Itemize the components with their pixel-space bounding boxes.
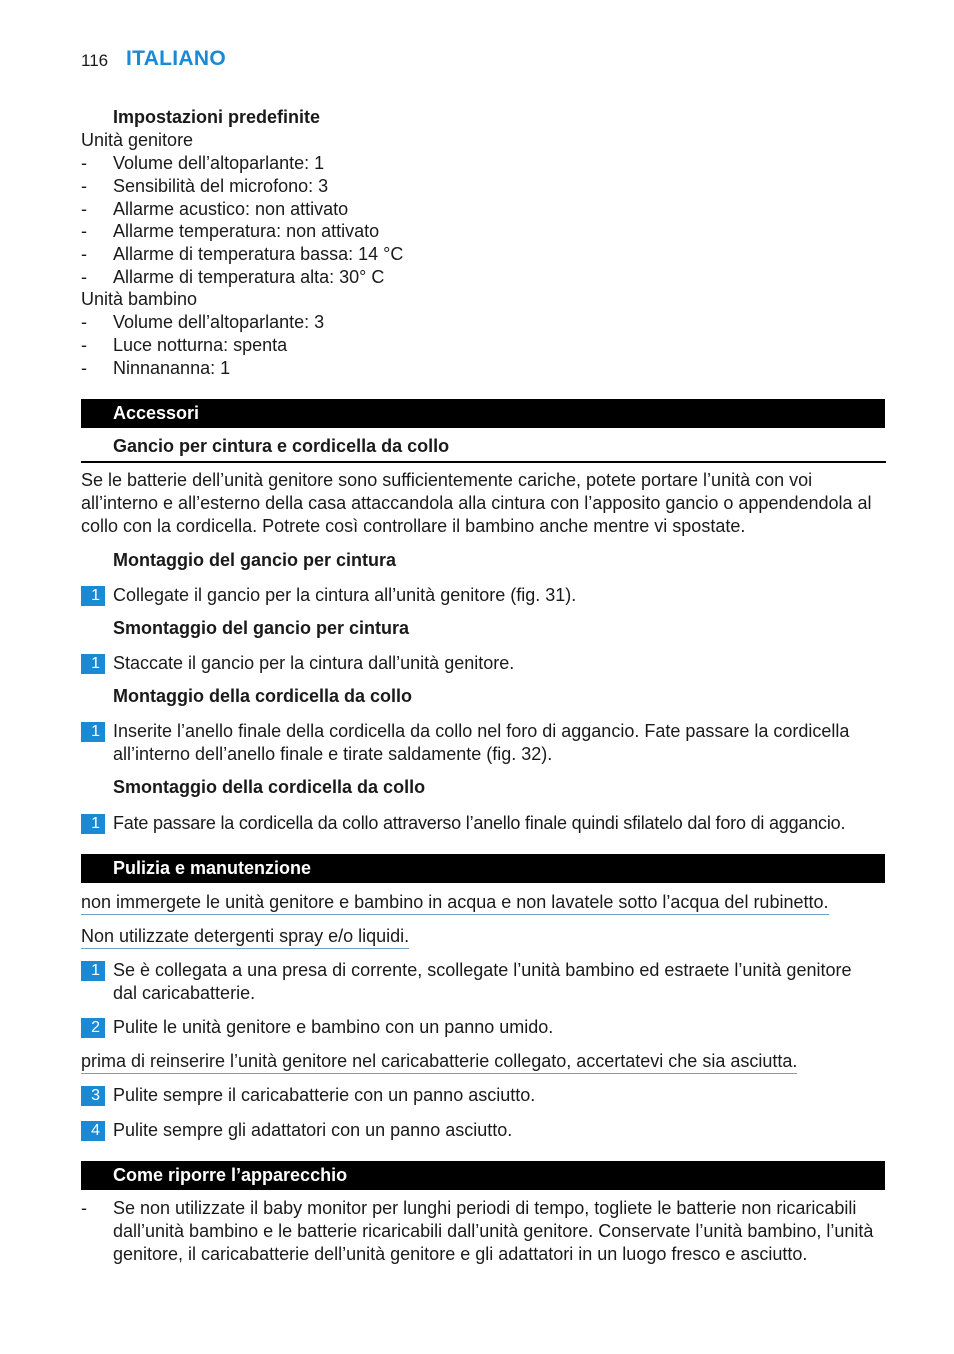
intro-line: Se le batterie dell’unità genitore sono sufficientemente cariche, potete portare l’unità con voi — [81, 470, 813, 490]
section-bar-cleaning: Pulizia e manutenzione — [81, 854, 885, 883]
step-text: Pulite le unità genitore e bambino con un panno umido. — [113, 1017, 554, 1037]
cord-mount-title: Montaggio della cordicella da collo — [113, 686, 413, 706]
step-number: 2 — [81, 1018, 105, 1038]
warning-line: prima di reinserire l’unità genitore nel caricabatterie collegato, accertatevi che sia asciutta. — [81, 1050, 797, 1074]
warning-line: non immergete le unità genitore e bambino in acqua e non lavatele sotto l’acqua del rubinetto. — [81, 891, 829, 915]
step-text: Fate passare la cordicella da collo attraverso l’anello finale quindi sfilatelo dal foro di aggancio. — [113, 813, 846, 833]
warning-line: Non utilizzate detergenti spray e/o liquidi. — [81, 925, 409, 949]
section-bar-storage: Come riporre l’apparecchio — [81, 1161, 885, 1190]
list-item: Allarme temperatura: non attivato — [113, 221, 380, 241]
intro-line: collo con la cordicella. Potrete così controllare il bambino anche mentre vi spostate. — [81, 516, 746, 536]
step-number: 1 — [81, 654, 105, 674]
step-number: 1 — [81, 722, 105, 742]
step-text: Collegate il gancio per la cintura all’unità genitore (fig. 31). — [113, 585, 577, 605]
subhead-rule — [81, 461, 886, 463]
list-dash: - — [81, 153, 87, 173]
list-item: Sensibilità del microfono: 3 — [113, 176, 329, 196]
list-item: Allarme di temperatura bassa: 14 °C — [113, 244, 404, 264]
list-item: Allarme acustico: non attivato — [113, 199, 349, 219]
step-text: Pulite sempre gli adattatori con un panno asciutto. — [113, 1120, 513, 1140]
storage-text-line: Se non utilizzate il baby monitor per lunghi periodi di tempo, togliete le batterie non ricaricabili — [113, 1198, 857, 1218]
list-dash: - — [81, 335, 87, 355]
list-item: Volume dell’altoparlante: 3 — [113, 312, 325, 332]
step-number: 1 — [81, 586, 105, 606]
step-text: dal caricabatterie. — [113, 983, 256, 1003]
section-bar-accessories: Accessori — [81, 399, 885, 428]
step-text: Inserite l’anello finale della cordicella da collo nel foro di aggancio. Fate passare la cordicella — [113, 721, 850, 741]
step-text: Se è collegata a una presa di corrente, scollegate l’unità bambino ed estraete l’unità genitore — [113, 960, 852, 980]
list-dash: - — [81, 244, 87, 264]
defaults-title: Impostazioni predefinite — [113, 107, 321, 127]
step-number: 1 — [81, 814, 105, 834]
intro-line: all’interno e all’esterno della casa attaccandola alla cintura con l’apposito gancio o appendendola al — [81, 493, 872, 513]
list-dash: - — [81, 176, 87, 196]
list-item: Allarme di temperatura alta: 30° C — [113, 267, 385, 287]
list-item: Volume dell’altoparlante: 1 — [113, 153, 325, 173]
step-text: Pulite sempre il caricabatterie con un panno asciutto. — [113, 1085, 536, 1105]
list-dash: - — [81, 221, 87, 241]
step-number: 4 — [81, 1121, 105, 1141]
parent-unit-label: Unità genitore — [81, 130, 194, 150]
step-number: 3 — [81, 1086, 105, 1106]
cord-remove-title: Smontaggio della cordicella da collo — [113, 777, 426, 797]
list-dash: - — [81, 358, 87, 378]
list-dash: - — [81, 312, 87, 332]
subhead-belt-clip-cord: Gancio per cintura e cordicella da collo — [113, 436, 450, 456]
clip-mount-title: Montaggio del gancio per cintura — [113, 550, 397, 570]
list-item: Luce notturna: spenta — [113, 335, 288, 355]
storage-text-line: dall’unità bambino e le batterie ricaricabili dall’unità genitore. Conservate l’unità bambino, l’unità — [113, 1221, 874, 1241]
step-text: all’interno dell’anello finale e tirate saldamente (fig. 32). — [113, 744, 553, 764]
list-item: Ninnananna: 1 — [113, 358, 231, 378]
storage-text-line: genitore, il caricabatterie dell’unità genitore e gli adattatori in un luogo fresco e asciutto. — [113, 1244, 808, 1264]
step-text: Staccate il gancio per la cintura dall’unità genitore. — [113, 653, 515, 673]
list-dash: - — [81, 199, 87, 219]
language-heading: ITALIANO — [126, 47, 226, 70]
clip-remove-title: Smontaggio del gancio per cintura — [113, 618, 410, 638]
baby-unit-label: Unità bambino — [81, 289, 198, 309]
page-number: 116 — [81, 51, 109, 70]
list-dash: - — [81, 1198, 87, 1218]
step-number: 1 — [81, 961, 105, 981]
list-dash: - — [81, 267, 87, 287]
